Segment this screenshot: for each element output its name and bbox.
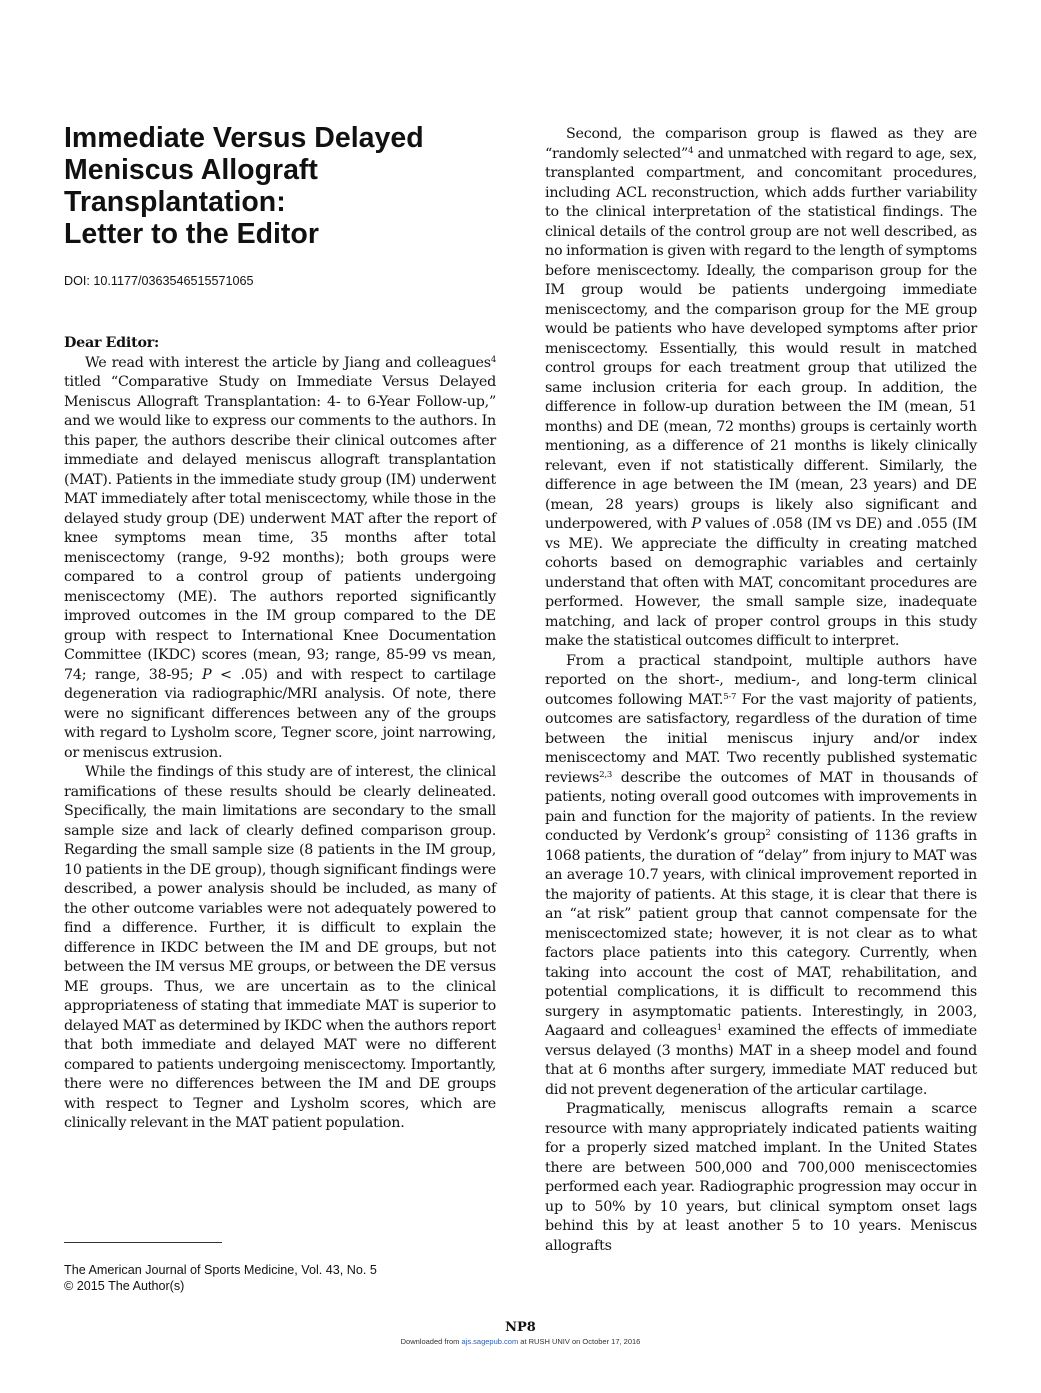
left-column [64, 334, 496, 1134]
article-title [64, 122, 484, 250]
journal-info [64, 1262, 377, 1294]
page-number: NP8 [505, 1320, 536, 1335]
journal-citation: The American Journal of Sports Medicine, Vol. 43, No. 5 [64, 1263, 377, 1277]
download-prefix: Downloaded from [400, 1337, 460, 1346]
title-line-3: Transplantation: [64, 186, 286, 218]
title-line-2: Meniscus Allograft [64, 154, 318, 186]
paragraph-intro: We read with interest the article by Jiang and colleagues$^4$ titled “Comparative Study on Immediate Versus Delayed Meniscus Allograft Transplantation: 4- to 6-Year Follow-up,” and we would like to express our comments to the authors. In this paper, the authors describe their clinical outcomes after immediate and delayed meniscus allograft transplantation (MAT). Patients in the immediate study group (IM) underwent MAT immediately after total meniscectomy, while those in the delayed study group (DE) underwent MAT after the report of knee symptoms mean time, 35 months after total meniscectomy (range, 9-92 months); both groups were compared to a control group of patients undergoing meniscectomy (ME). The authors reported significantly improved outcomes in the IM group compared to the DE group with respect to International Knee Documentation Committee (IKDC) scores (mean, 93; range, 85-99 vs mean, 74; range, 38-95; P < .05) and with respect to cartilage degeneration via radiographic/MRI analysis. Of note, there were no significant differences between any of the groups with regard to Lysholm score, Tegner score, joint narrowing, or meniscus extrusion. [64, 354, 497, 761]
copyright: © 2015 The Author(s) [64, 1279, 185, 1293]
download-notice [0, 1337, 1041, 1346]
download-link[interactable]: ajs.sagepub.com [461, 1337, 519, 1346]
salutation: Dear Editor: [64, 335, 160, 351]
paragraph-practical: From a practical standpoint, multiple authors have reported on the short-, medium-, and long-term clinical outcomes following MAT.$^{5-7}$ For the vast majority of patients, outcomes are satisfactory, regardless of the duration of time between the initial meniscus injury and/or index meniscectomy and MAT. Two recently published systematic reviews$^{2,3}$ describe the outcomes of MAT in thousands of patients, noting overall good outcomes with improvements in pain and function for the majority of patients. In the review conducted by Verdonk’s group$^2$ consisting of 1136 grafts in 1068 patients, the duration of “delay” from injury to MAT was an average 10.7 years, with clinical improvement reported in the majority of patients. At this stage, it is clear that there is an “at risk” patient group that cannot compensate for the meniscectomized state; however, it is not clear as to what factors place patients into this category. Currently, when taking into account the cost of MAT, rehabilitation, and potential complications, it is difficult to recommend this surgery in asymptomatic patients. Interestingly, in 2003, Aagaard and colleagues$^1$ examined the effects of immediate versus delayed (3 months) MAT in a sheep model and found that at 6 months after surgery, immediate MAT reduced but did not prevent degeneration of the articular cartilage. [545, 652, 977, 1098]
footnote-divider [64, 1242, 222, 1243]
title-line-1: Immediate Versus Delayed [64, 122, 424, 154]
paragraph-limitations: While the findings of this study are of interest, the clinical ramifications of these results should be clearly delineated. Specifically, the main limitations are secondary to the small sample size and lack of clearly defined comparison group. Regarding the small sample size (8 patients in the IM group, 10 patients in the DE group), though significant findings were described, a power analysis should be included, as many of the other outcome variables were not adequately powered to find a difference. Further, it is difficult to explain the difference in IKDC between the IM and DE groups, but not between the IM versus ME groups, or between the DE versus ME groups. Thus, we are uncertain as to the clinical appropriateness of stating that immediate MAT is superior to delayed MAT as determined by IKDC when the authors report that both immediate and delayed MAT were no different compared to patients undergoing meniscectomy. Importantly, there were no differences between the IM and DE groups with respect to Tegner and Lysholm scores, which are clinically relevant in the MAT patient population. [64, 764, 496, 1131]
title-line-4: Letter to the Editor [64, 218, 319, 250]
download-suffix: at RUSH UNIV on October 17, 2016 [520, 1337, 641, 1346]
paragraph-comparison-group: Second, the comparison group is flawed as they are “randomly selected”$^4$ and unmatched with regard to age, sex, transplanted compartment, and concomitant procedures, including ACL reconstruction, which adds further variability to the clinical interpretation of the statistical findings. The clinical details of the control group are not well described, as no information is given with regard to the length of symptoms before meniscectomy. Ideally, the comparison group for the IM group would be patients undergoing immediate meniscectomy, and the comparison group for the ME group would be patients who have developed symptoms after prior meniscectomy. Essentially, this would result in matched control groups for each treatment group that utilized the same inclusion criteria for each group. In addition, the difference in follow-up duration between the IM (mean, 51 months) and DE (mean, 72 months) groups is certainly worth mentioning, as a difference of 21 months is likely clinically relevant, even if not statistically different. Similarly, the difference in age between the IM (mean, 23 years) and DE (mean, 28 years) groups is likely also significant and underpowered, with P values of .058 (IM vs DE) and .055 (IM vs ME). We appreciate the difficulty in creating matched cohorts based on demographic variables and certainly understand that often with MAT, concomitant procedures are performed. However, the small sample size, inadequate matching, and lack of proper control groups in this study make the statistical outcomes difficult to interpret. [545, 126, 977, 649]
paragraph-pragmatic: Pragmatically, meniscus allografts remain a scarce resource with many appropriately indicated patients waiting for a properly sized matched implant. In the United States there are between 500,000 and 700,000 meniscectomies performed each year. Radiographic progression may occur in up to 50% by 10 years, but clinical symptom onset lags behind this by at least another 5 to 10 years. Meniscus allografts [545, 1101, 977, 1254]
right-column [545, 125, 977, 1256]
doi: DOI: 10.1177/0363546515571065 [64, 274, 254, 288]
